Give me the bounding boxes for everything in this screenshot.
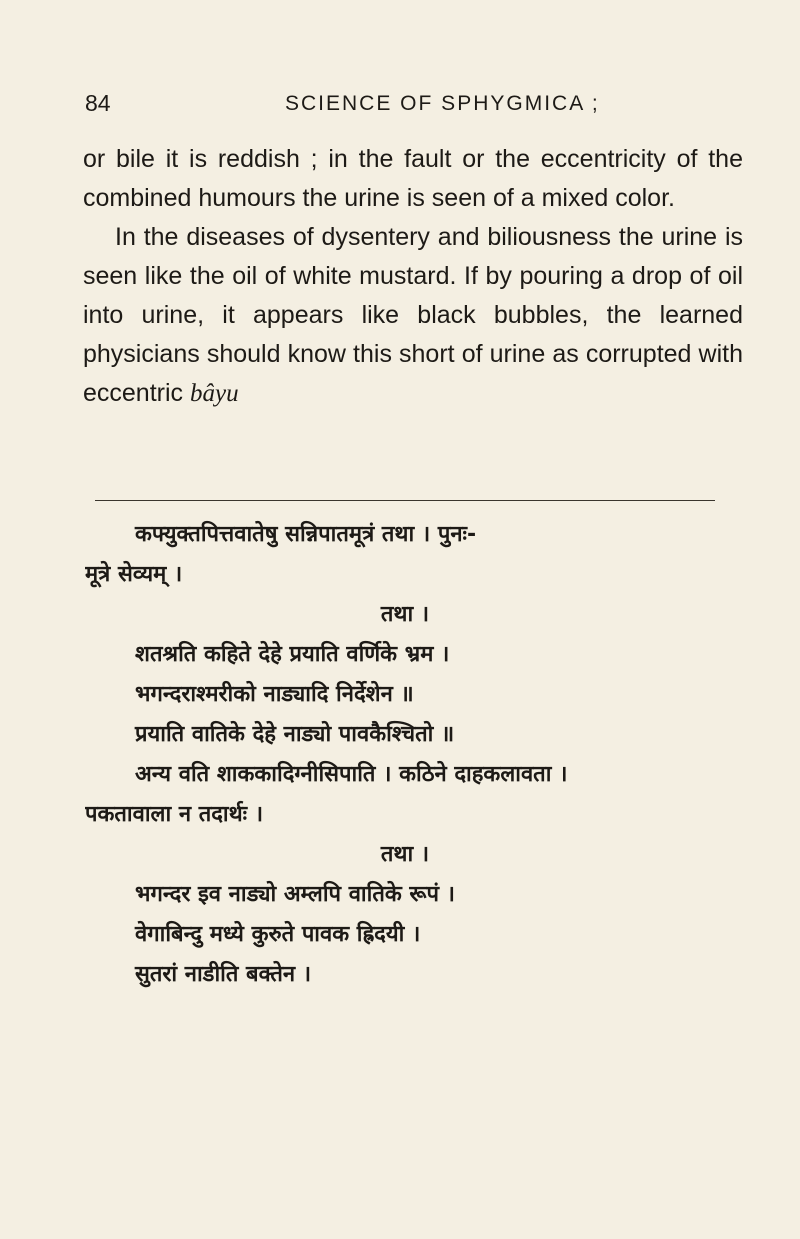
sanskrit-verses [85, 515, 745, 995]
sanskrit-line-6: प्रयाति वातिके देहे नाड्यो पावकैश्चितो ॥ [135, 722, 455, 747]
sanskrit-line-8: पकतावाला न तदार्थः । [85, 802, 264, 827]
sanskrit-line-1: कफ्युक्तपित्तवातेषु सन्निपातमूत्रं तथा । पुनः- [135, 522, 477, 547]
sanskrit-line-5: भगन्दराश्मरीको नाड्यादि निर्देशेन ॥ [135, 682, 414, 707]
running-title: SCIENCE OF SPHYGMICA ; [285, 92, 600, 115]
sanskrit-line-4: शतश्रति कहिते देहे प्रयाति वर्णिके भ्रम । [135, 642, 450, 667]
english-text [83, 140, 743, 413]
page-header [85, 90, 740, 130]
sanskrit-line-3: तथा । [380, 602, 430, 627]
sanskrit-line-10: भगन्दर इव नाड्यो अम्लपि वातिके रूपं । [135, 882, 456, 907]
sanskrit-line-9: तथा । [380, 842, 430, 867]
sanskrit-line-11: वेगाबिन्दु मध्ये कुरुते पावक ह्रिदयी । [135, 922, 421, 947]
sanskrit-line-2: मूत्रे सेव्यम् । [85, 562, 183, 587]
paragraph-2 [83, 218, 743, 413]
separator-rule [95, 500, 715, 501]
paragraph-1: or bile it is reddish ; in the fault or the eccentricity of the combined humours the urine is seen of a mixed color. [83, 145, 743, 212]
term-bayu: bâyu [190, 380, 239, 407]
page-number: 84 [85, 90, 111, 116]
paragraph-2-text: In the diseases of dysentery and biliousness the urine is seen like the oil of white mustard. If by pouring a drop of oil into urine, it appears like black bubbles, the learned physicians should know this short of urine as corrupted with eccentric [83, 223, 743, 407]
sanskrit-line-7: अन्य वति शाककादिग्नीसिपाति । कठिने दाहकलावता । [135, 762, 568, 787]
sanskrit-line-12: सुतरां नाडीति बक्तेन । [135, 962, 312, 987]
